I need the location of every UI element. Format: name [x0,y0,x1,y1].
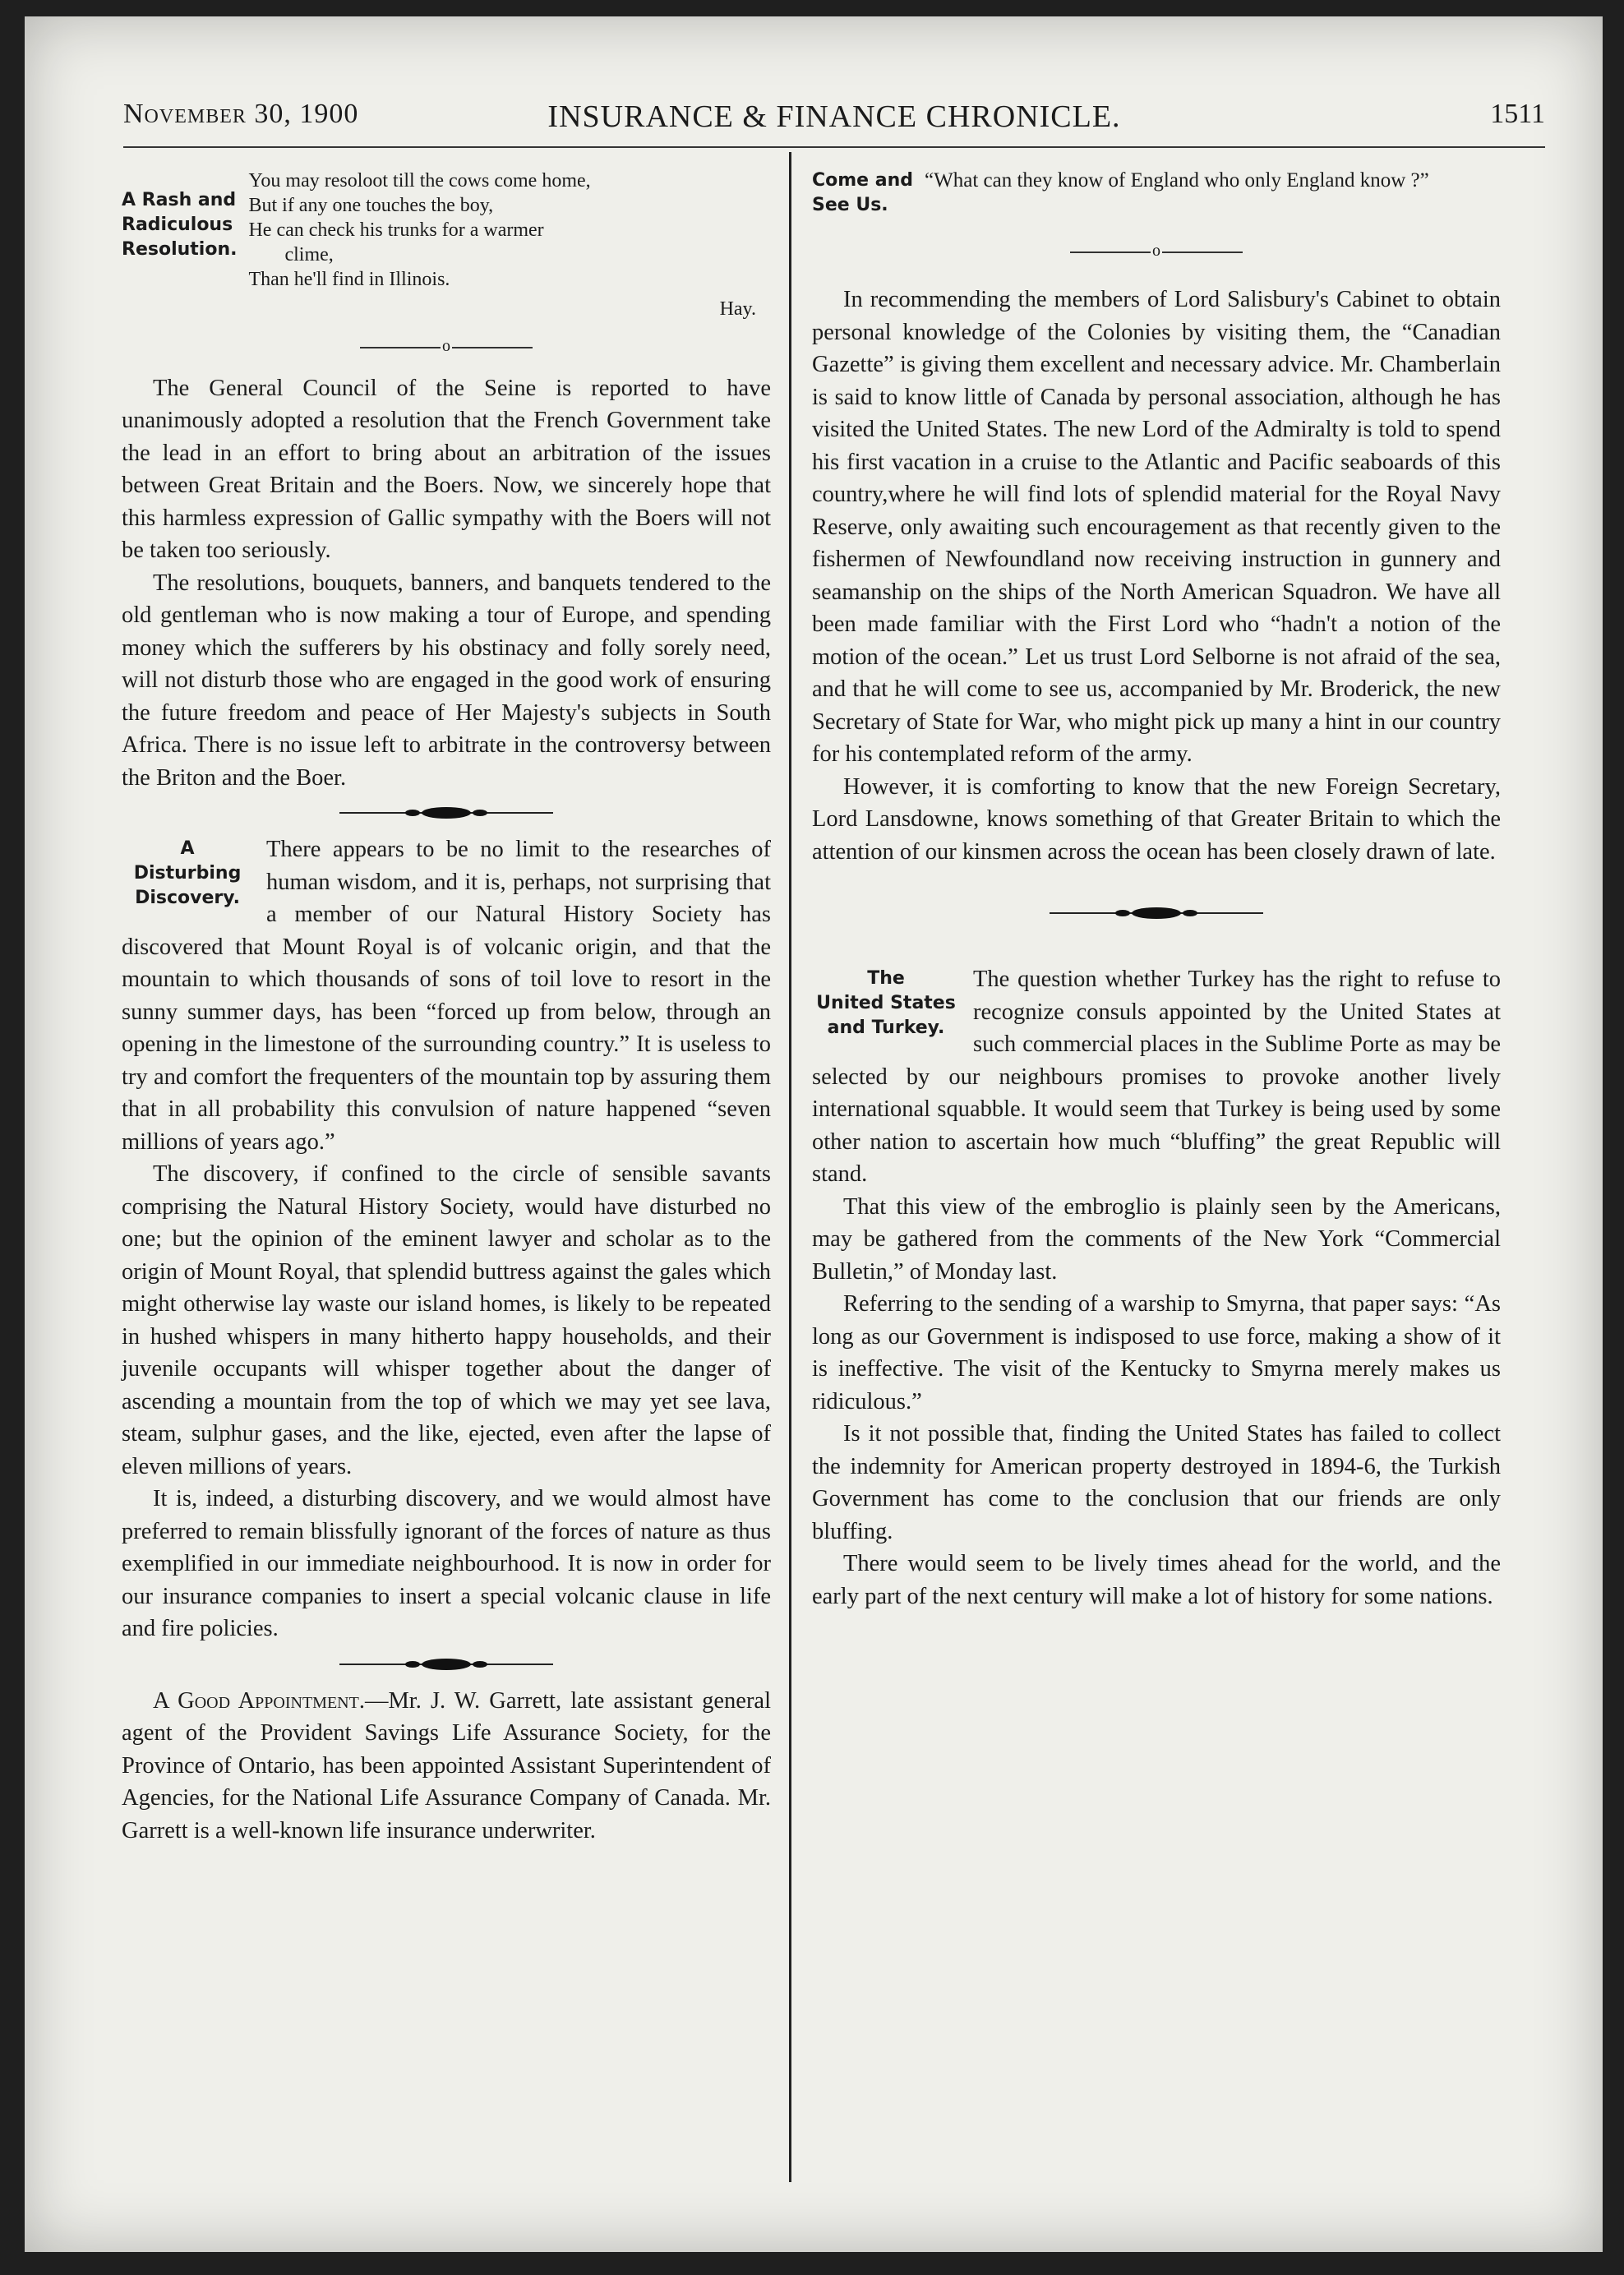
disturbing-discovery-heading [122,833,253,911]
heading-line: Radiculous [122,215,233,235]
newspaper-page [25,16,1603,2252]
come-and-see-us-item [812,168,1501,218]
seine-paragraph: The resolutions, bouquets, banners, and banquets tendered to the old gentleman who is now making a tour of Europe, and spending money which the sufferers by his obstinacy and folly sorely need, will not disturb those who are engaged in the good work of ensuring the future freedom and peace of Her Majesty's subjects in South Africa. There is no issue left to arbitrate in the controversy between the Briton and the Boer. [122,570,771,791]
turkey-paragraph: The question whether Turkey has the right to refuse to recognize consuls appointed by the United States at such commercial places in the Sublime Porte as may be selected by our neighbours promises to provoke another lively international squabble. It would seem that Turkey is being used by some other nation to ascertain how much “bluffing” the great Republic will stand. [812,967,1501,1187]
heading-line: Come and [812,170,914,191]
disturbing-discovery-item [122,833,771,1645]
discovery-paragraph: The discovery, if confined to the circle of sensible savants comprising the Natural History Society, would have disturbed no one; but the opinion of the eminent lawyer and scholar as to the origin of Mount Royal, that splendid buttress against the gales which might otherwise lay waste our island homes, is likely to be repeated in hushed whispers in many hitherto happy households, and their juvenile occupants will whisper together about the danger of ascending a mountain from the top of which we may yet see lava, steam, sulphur gases, and the like, ejected, even after the lapse of eleven millions of years. [122,1161,771,1479]
heading-line: A Rash and [122,190,237,210]
appointment-text: —Mr. J. W. Garrett, late assistant general agent of the Provident Savings Life Assurance Society, for the Province of Ontario, has been appointed Assistant Superintendent of Agencies, for the National Life Assurance Company of Canada. Mr. Garrett is a well-known life insurance underwriter. [122,1687,771,1844]
discovery-paragraph: There appears to be no limit to the researches of human wisdom, and it is, perhaps, not surprising that a member of our Natural History Society has discovered that Mount Royal is of volcanic origin, and that the mountain to which thousands of sons of toil love to resort in the sunny summer days, has been “forced up from below, through an opening in the limestone of the surrounding country.” It is useless to try and comfort the frequenters of the mountain top by assuring them that in all probability this convulsion of nature happened “seven millions of years ago.” [122,837,771,1155]
verse-line: He can check his trunks for a warmer [248,219,544,241]
appointment-paragraph [122,1685,771,1848]
heading-line: Disturbing [133,863,242,884]
turkey-paragraph: Referring to the sending of a warship to Smyrna, that paper says: “As long as our Government is indisposed to use force, making a show of it is ineffective. The visit of the Kentucky to Smyrna merely makes us ridiculous.” [812,1291,1501,1414]
page-number: 1511 [1490,99,1545,129]
seine-paragraph: The General Council of the Seine is reported to have unanimously adopted a resolution that the French Government take the lead in an effort to bring about an arbitration of the issues between Great Britain and the Boers. Now, we sincerely hope that this harmless expression of Gallic sympathy with the Boers will not be taken too seriously. [122,375,771,563]
verse-line: clime, [284,244,334,265]
turkey-paragraph: Is it not possible that, finding the United States has failed to collect the indemnity for American property destroyed in 1894-6, the Turkish Government has come to the conclusion that our friends are only bluffing. [812,1421,1501,1544]
column-divider [789,152,791,2182]
ornament-divider [1050,907,1263,919]
turkey-paragraph: That this view of the embroglio is plainly seen by the Americans, may be gathered from the comments of the New York “Commercial Bulletin,” of Monday last. [812,1193,1501,1285]
heading-line: See Us. [812,195,888,215]
left-column [122,168,771,1847]
england-quote: “What can they know of England who only England know ?” [925,169,1429,192]
rule-mark: o [1152,242,1160,260]
section-rule [360,336,533,360]
salisbury-paragraph: In recommending the members of Lord Salisbury's Cabinet to obtain personal knowledge of the Colonies by visiting them, the “Canadian Gazette” is giving them excellent and necessary advice. Mr. Chamberlain is said to know little of Canada by personal association, although he has visited the United States. The new Lord of the Admiralty is told to spend his first vacation in a cruise to the Atlantic and Pacific seaboards of this country,where he will find lots of splendid material for the Royal Navy Reserve, only awaiting such encouragement as that recently given to the fishermen of Newfoundland now receiving instruction in gunnery and seamanship on the ships of the North American Squadron. We have all been made familiar with the First Lord who “hadn't a notion of the motion of the ocean.” Let us trust Lord Selborne is not afraid of the sea, and that he will come to see us, accompanied by Mr. Broderick, the new Secretary of State for War, who might pick up many a hint in our country for his contemplated reform of the army. [812,287,1501,767]
us-turkey-item [812,963,1501,1613]
heading-line: Resolution. [122,239,238,260]
verse-line: Than he'll find in Illinois. [248,269,450,290]
appointment-lead: A Good Appointment. [153,1687,365,1714]
right-column [812,168,1501,1613]
ornament-divider [339,1659,553,1670]
header-rule [123,146,1545,148]
us-turkey-heading [812,963,960,1041]
heading-line: United States [816,993,956,1013]
rule-mark: o [442,336,450,355]
publication-title: INSURANCE & FINANCE CHRONICLE. [547,99,1121,134]
heading-line: The [867,968,905,989]
discovery-paragraph: It is, indeed, a disturbing discovery, and we would almost have preferred to remain blissfully ignorant of the forces of nature as thus exemplified in our immediate neighbourhood. It is now in order for our insurance companies to insert a special volcanic clause in life and fire policies. [122,1486,771,1641]
heading-line: A [180,838,195,859]
verse-attribution: Hay. [719,298,756,320]
issue-date: November 30, 1900 [123,99,359,129]
ornament-divider [339,807,553,819]
come-and-see-us-heading [812,168,913,218]
verse-line: But if any one touches the boy, [248,195,494,216]
turkey-paragraph: There would seem to be lively times ahead for the world, and the early part of the next century will make a lot of history for some nations. [812,1551,1501,1609]
rash-resolution-item [122,168,771,292]
heading-line: Discovery. [135,888,240,908]
hay-verse [248,168,590,292]
section-rule [1070,242,1243,265]
salisbury-paragraph: However, it is comforting to know that the new Foreign Secretary, Lord Lansdowne, knows something of that Greater Britain to which the attention of our kinsmen across the ocean has been closely drawn of late. [812,773,1501,865]
rash-resolution-heading [122,168,237,292]
verse-line: You may resoloot till the cows come home, [248,170,591,192]
heading-line: and Turkey. [827,1018,945,1038]
running-head [123,99,1545,140]
